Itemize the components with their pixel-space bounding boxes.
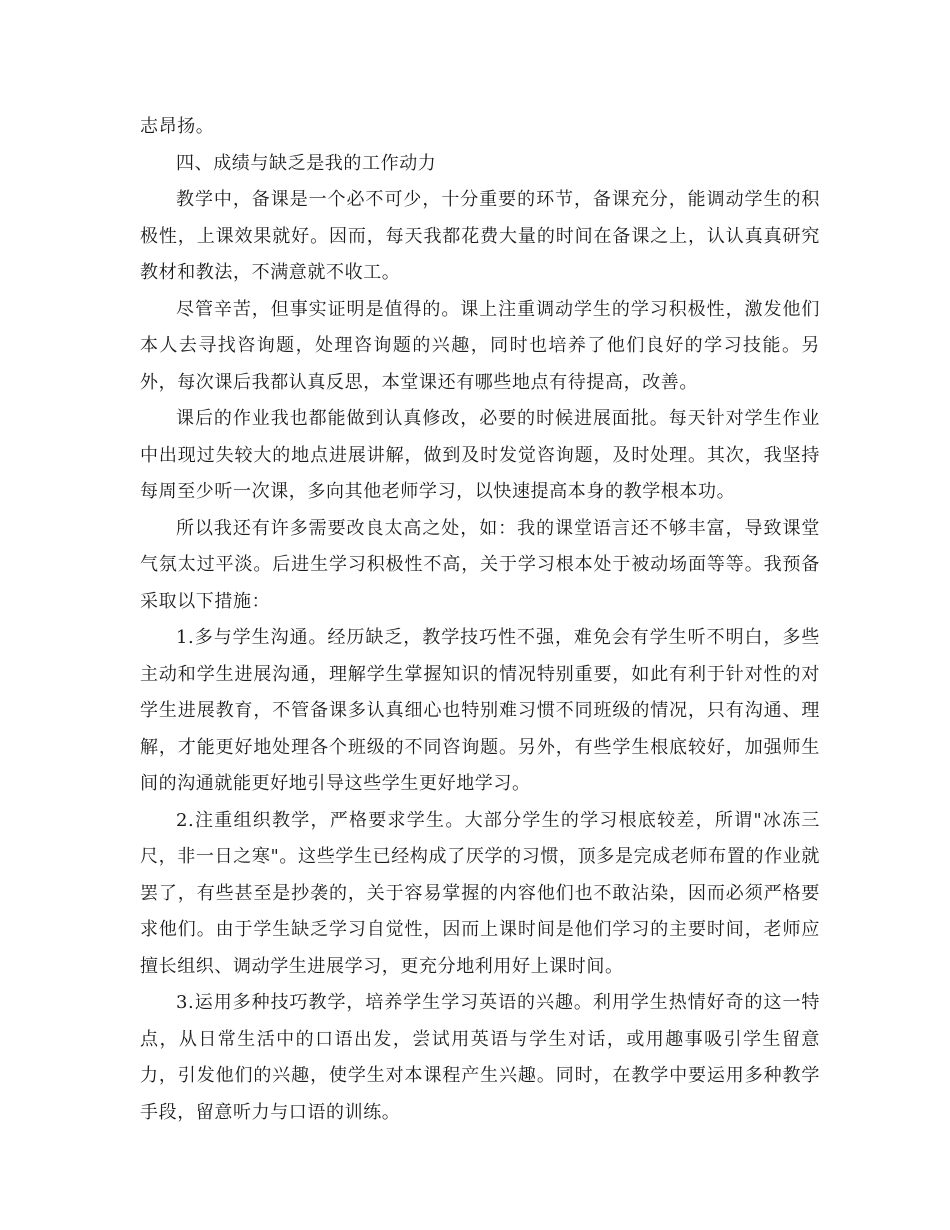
list-item-3: 3.运用多种技巧教学，培养学生学习英语的兴趣。利用学生热情好奇的这一特点，从日常生活中的口语出发，尝试用英语与学生对话，或用趣事吸引学生留意力，引发他们的兴趣，使学生对本课程产生兴趣。同时，在教学中要运用多种教学手段，留意听力与口语的训练。 <box>140 992 820 1123</box>
paragraph: 课后的作业我也都能做到认真修改，必要的时候进展面批。每天针对学生作业中出现过失较大的地点进展讲解，做到及时发觉咨询题，及时处理。其次，我坚持每周至少听一次课，多向其他老师学习，以快速提高本身的教学根本功。 <box>140 408 820 502</box>
section-heading: 四、成绩与缺乏是我的工作动力 <box>176 152 437 174</box>
list-item-1: 1.多与学生沟通。经历缺乏，教学技巧性不强，难免会有学生听不明白，多些主动和学生进展沟通，理解学生掌握知识的情况特别重要，如此有利于针对性的对学生进展教育，不管备课多认真细心也特别难习惯不同班级的情况，只有沟通、理解，才能更好地处理各个班级的不同咨询题。另外，有些学生根底较好，加强师生间的沟通就能更好地引导这些学生更好地学习。 <box>140 627 820 794</box>
paragraph: 尽管辛苦，但事实证明是值得的。课上注重调动学生的学习积极性，激发他们本人去寻找咨询题，处理咨询题的兴趣，同时也培养了他们良好的学习技能。另外，每次课后我都认真反思，本堂课还有哪些地点有待提高，改善。 <box>140 298 820 393</box>
list-item-2: 2.注重组织教学，严格要求学生。大部分学生的学习根底较差，所谓"冰冻三尺，非一日之寒"。这些学生已经构成了厌学的习惯，顶多是完成老师布置的作业就罢了，有些甚至是抄袭的，关于容易掌握的内容他们也不敢沾染，因而必须严格要求他们。由于学生缺乏学习自觉性，因而上课时间是他们学习的主要时间，老师应擅长组织、调动学生进展学习，更充分地利用好上课时间。 <box>140 809 820 977</box>
paragraph-continuation: 志昂扬。 <box>140 116 215 137</box>
paragraph: 教学中，备课是一个必不可少，十分重要的环节，备课充分，能调动学生的积极性，上课效果就好。因而，每天我都花费大量的时间在备课之上，认认真真研究教材和教法，不满意就不收工。 <box>140 189 820 283</box>
paragraph: 所以我还有许多需要改良太高之处，如：我的课堂语言还不够丰富，导致课堂气氛太过平淡。后进生学习积极性不高，关于学习根本处于被动场面等等。我预备采取以下措施： <box>140 517 820 612</box>
document-body <box>140 109 820 1131</box>
